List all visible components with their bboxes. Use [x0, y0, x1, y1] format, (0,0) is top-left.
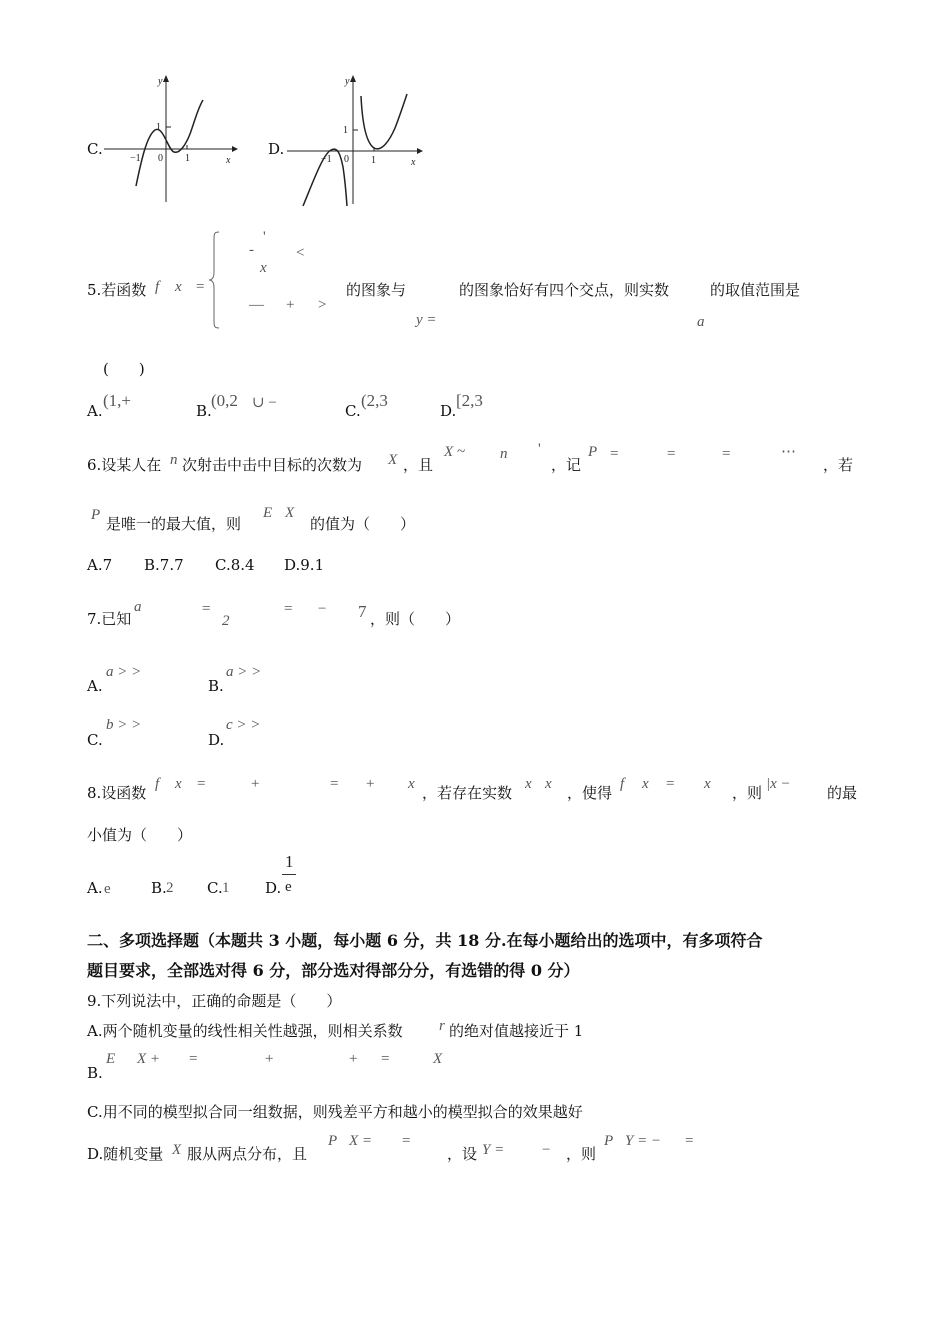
q8-text2: ，使得 [567, 784, 613, 802]
q5-f: f [155, 279, 160, 295]
q5-tail: 的取值范围是 [710, 281, 801, 299]
q5-prefix: 5.若函数 [87, 281, 147, 299]
q5-option-c-value: (2,3 [361, 391, 388, 410]
q6-P: P [588, 444, 598, 460]
q6-option-c[interactable]: C.8.4 [215, 556, 255, 574]
q6-P2: P [91, 507, 101, 523]
q8-option-d-den: e [285, 879, 292, 895]
q8-text4: 的最 [827, 784, 858, 802]
q9-option-d-P: P [328, 1133, 338, 1149]
q9-option-b-eq: = [189, 1051, 198, 1067]
q9-option-a-r: r [439, 1018, 445, 1034]
q9-option-d-Y2: Y = − [625, 1133, 662, 1149]
q6-prefix: 6.设某人在 [87, 456, 162, 474]
q7-option-c-expr: b > > [106, 717, 142, 733]
graph-c-tick-1y: 1 [156, 122, 161, 133]
graph-c-curve [136, 100, 203, 186]
q6-eq3: = [722, 446, 731, 462]
q6-eq1: = [610, 446, 619, 462]
q9-option-b-X2: X [433, 1051, 443, 1067]
q9-prefix: 9.下列说法中，正确的命题是（ ） [87, 992, 342, 1010]
q5-mid: 的图象与 [346, 281, 407, 299]
q8-text1: ，若存在实数 [422, 784, 513, 802]
section2-title-line1: 二、多项选择题（本题共 3 小题，每小题 6 分，共 18 分.在每小题给出的选项中，有多项符合 [87, 931, 763, 950]
q5-option-a-value: (1,+ [103, 391, 131, 410]
q6-text5: 是唯一的最大值，则 [106, 515, 242, 533]
q9-option-d-Y: Y = [482, 1142, 505, 1158]
q8-x1: x [525, 776, 532, 792]
q8-x3: x [642, 776, 649, 792]
q7-a: a [134, 599, 142, 615]
q7-option-d-expr: c > > [226, 717, 261, 733]
q5-option-b-label[interactable]: B. [196, 402, 212, 420]
graph-d-tick-1y: 1 [343, 125, 348, 136]
q6-X: X [388, 452, 398, 468]
q8-option-c-value: 1 [222, 880, 230, 896]
q5-x: x [175, 279, 182, 295]
q8-option-d-label[interactable]: D. [265, 879, 282, 897]
q5-piece1-a: - [249, 242, 254, 258]
q7-option-c-label[interactable]: C. [87, 731, 103, 749]
q9-option-d-eq2: = [685, 1133, 694, 1149]
q9-option-b-E: E [106, 1051, 116, 1067]
graph-c-x-label: x [226, 155, 231, 166]
q6-dots: ⋯ [781, 444, 796, 460]
q6-text6: 的值为（ ） [310, 515, 416, 533]
graph-d-y-label: y [345, 76, 350, 87]
q8-option-b-label[interactable]: B. [151, 879, 167, 897]
q9-option-a-text2: 的绝对值越接近于 1 [449, 1022, 584, 1040]
q8-abs: |x − [766, 776, 791, 792]
graph-c-origin: 0 [158, 153, 163, 164]
q6-dist-q: ' [538, 441, 541, 457]
q8-option-c-label[interactable]: C. [207, 879, 223, 897]
q6-eq2: = [667, 446, 676, 462]
q5-piece1-b: ' [263, 229, 266, 245]
q8-x: x [175, 776, 182, 792]
q5-option-b-extra: ∪ − [252, 395, 277, 411]
q6-X2: X [285, 505, 295, 521]
q8-x4: x [704, 776, 711, 792]
q8-eq3: = [666, 776, 675, 792]
q8-option-d-fraction-bar [282, 874, 296, 875]
q9-option-d-Xeq: X = [349, 1133, 373, 1149]
q6-dist-X: X ~ [444, 444, 466, 460]
q5-y-eq: y = [416, 312, 437, 328]
graph-d-tick-1x: 1 [371, 155, 376, 166]
q7-option-b-label[interactable]: B. [208, 677, 224, 695]
q9-option-a-text1[interactable]: A.两个随机变量的线性相关性越强，则相关系数 [87, 1022, 403, 1040]
q6-option-a[interactable]: A.7 [87, 556, 113, 574]
option-c-label: C. [87, 140, 103, 158]
q8-eq1: = [197, 776, 206, 792]
q5-piece1-lt: < [296, 245, 305, 261]
q8-x-end: x [408, 776, 415, 792]
q9-option-d-text2: 服从两点分布，且 [187, 1145, 308, 1163]
q9-option-d-text1[interactable]: D.随机变量 [87, 1145, 164, 1163]
q7-option-b-expr: a > > [226, 664, 262, 680]
graph-d-origin: 0 [344, 154, 349, 165]
q5-a: a [697, 314, 705, 330]
graph-c-tick-neg1: −1 [130, 153, 141, 164]
q8-text3: ，则 [732, 784, 763, 802]
q8-option-d-num: 1 [285, 852, 294, 871]
q8-plus1: + [251, 776, 260, 792]
q9-option-d-X: X [172, 1142, 182, 1158]
q5-brace [208, 230, 222, 330]
q6-option-d[interactable]: D.9.1 [284, 556, 325, 574]
q9-option-b-X: X + [137, 1051, 161, 1067]
q9-option-d-minus: − [542, 1142, 551, 1158]
graph-c-y-label: y [158, 76, 163, 87]
graph-c [100, 72, 240, 212]
q7-option-a-label[interactable]: A. [87, 677, 103, 695]
graph-d-curve-right [361, 94, 407, 149]
graph-c-y-arrow-icon [163, 75, 169, 82]
q9-option-d-P2: P [604, 1133, 614, 1149]
q8-eq2: = [330, 776, 339, 792]
graph-c-x-arrow-icon [232, 146, 238, 152]
q6-text4: ，若 [823, 456, 854, 474]
q7-minus: − [318, 601, 327, 617]
graph-d-tick-neg1: −1 [321, 154, 332, 165]
q6-text3: ，记 [551, 456, 582, 474]
q8-line2: 小值为（ ） [87, 826, 193, 844]
q8-f: f [155, 776, 160, 792]
q8-f2: f [620, 776, 625, 792]
q9-option-b-plus: + [265, 1051, 274, 1067]
q7-option-d-label[interactable]: D. [208, 731, 225, 749]
q9-option-b-eq2: = [381, 1051, 390, 1067]
q5-option-d-label[interactable]: D. [440, 402, 457, 420]
q8-option-a-value: e [104, 881, 111, 897]
q5-piece1-x: x [260, 260, 267, 276]
q9-option-b-plus2: + [349, 1051, 358, 1067]
section2-title-line2: 题目要求，全部选对得 6 分，部分选对得部分分，有选错的得 0 分） [87, 961, 580, 980]
graph-d-y-arrow-icon [350, 75, 356, 82]
q8-prefix: 8.设函数 [87, 784, 147, 802]
q6-E: E [263, 505, 273, 521]
graph-d [283, 72, 428, 212]
q9-option-b-label[interactable]: B. [87, 1064, 103, 1082]
q5-piece2-plus: + [286, 297, 295, 313]
q7-seven: 7 [358, 602, 367, 621]
q9-option-d-text4: ，则 [566, 1145, 597, 1163]
q5-option-a-label[interactable]: A. [87, 402, 103, 420]
graph-d-x-label: x [411, 157, 416, 168]
q7-eq1: = [202, 601, 211, 617]
q6-option-b[interactable]: B.7.7 [144, 556, 184, 574]
q5-rest: 的图象恰好有四个交点，则实数 [459, 281, 670, 299]
q5-paren: ( ) [103, 360, 145, 378]
q5-piece2-a: — [249, 297, 264, 313]
q8-option-a-label[interactable]: A. [87, 879, 103, 897]
q7-prefix: 7.已知 [87, 610, 132, 628]
q5-eq: = [196, 279, 205, 295]
q5-option-b-value: (0,2 [211, 391, 238, 410]
graph-d-x-arrow-icon [417, 148, 423, 154]
q9-option-d-text3: ，设 [447, 1145, 478, 1163]
q5-piece2-gt: > [318, 297, 327, 313]
q7-eq2: = [284, 601, 293, 617]
q6-text1: 次射击中击中目标的次数为 [182, 456, 363, 474]
q5-option-c-label[interactable]: C. [345, 402, 361, 420]
q8-option-b-value: 2 [166, 880, 174, 896]
q9-option-d-eq: = [402, 1133, 411, 1149]
q7-option-a-expr: a > > [106, 664, 142, 680]
q6-n: n [170, 452, 178, 468]
q5-option-d-value: [2,3 [456, 391, 483, 410]
q9-option-c[interactable]: C.用不同的模型拟合同一组数据，则残差平方和越小的模型拟合的效果越好 [87, 1103, 583, 1121]
q7-frac-den: 2 [222, 613, 230, 629]
q8-x2: x [545, 776, 552, 792]
q6-text2: ，且 [403, 456, 434, 474]
option-d-label: D. [268, 140, 285, 158]
graph-c-tick-1x: 1 [185, 153, 190, 164]
q7-tail: ，则（ ） [370, 610, 461, 628]
q8-plus2: + [366, 776, 375, 792]
q6-dist-n: n [500, 446, 508, 462]
